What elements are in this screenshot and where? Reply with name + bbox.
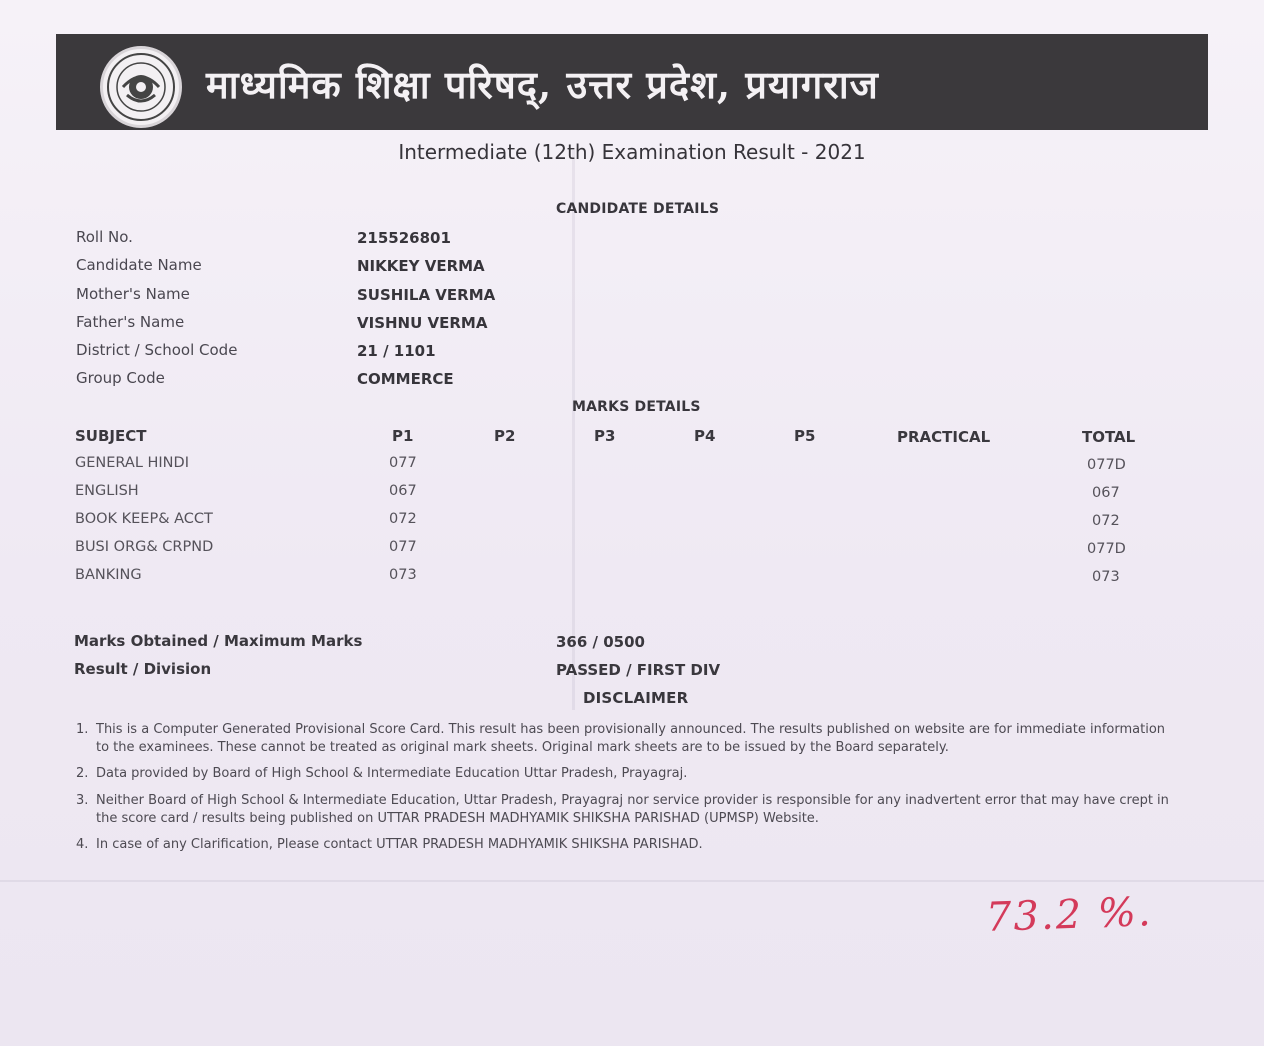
list-item bbox=[76, 836, 1180, 854]
subject-cell: ENGLISH bbox=[75, 483, 139, 499]
marks-obtained-value: 366 / 0500 bbox=[556, 633, 645, 651]
exam-title: Intermediate (12th) Examination Result - 2021 bbox=[398, 140, 866, 164]
father-name-value: VISHNU VERMA bbox=[357, 314, 488, 332]
district-school-code-value: 21 / 1101 bbox=[357, 342, 436, 360]
item-text: Data provided by Board of High School & Intermediate Education Uttar Pradesh, Prayagraj. bbox=[96, 766, 688, 781]
col-subject-header: SUBJECT bbox=[75, 427, 147, 445]
group-code-value: COMMERCE bbox=[357, 370, 454, 388]
subject-cell: BUSI ORG& CRPND bbox=[75, 539, 214, 555]
subject-cell: GENERAL HINDI bbox=[75, 455, 189, 471]
p1-cell: 072 bbox=[389, 511, 417, 527]
candidate-details-heading: CANDIDATE DETAILS bbox=[556, 201, 720, 217]
father-name-label: Father's Name bbox=[76, 313, 185, 331]
item-text: Neither Board of High School & Intermediate Education, Uttar Pradesh, Prayagraj nor service provider is responsible for any inadvertent error that may have crept in the score card / results being published on UTTAR PRADESH MADHYAMIK SHIKSHA PARISHAD (UPMSP) Website. bbox=[96, 793, 1169, 826]
item-number: 4. bbox=[76, 837, 89, 852]
list-item bbox=[76, 765, 1180, 783]
col-p1-header: P1 bbox=[392, 427, 414, 445]
roll-no-value: 215526801 bbox=[357, 229, 451, 247]
p1-cell: 067 bbox=[389, 483, 417, 499]
item-number: 2. bbox=[76, 766, 89, 781]
item-text: In case of any Clarification, Please contact UTTAR PRADESH MADHYAMIK SHIKSHA PARISHAD. bbox=[96, 837, 703, 852]
total-cell: 072 bbox=[1092, 513, 1120, 529]
marks-details-heading: MARKS DETAILS bbox=[572, 399, 701, 415]
handwritten-percentage-note: 73.2 %. bbox=[985, 889, 1154, 941]
item-number: 3. bbox=[76, 793, 89, 808]
total-cell: 067 bbox=[1092, 485, 1120, 501]
board-name-hindi: माध्यमिक शिक्षा परिषद्, उत्तर प्रदेश, प्रयागराज bbox=[206, 62, 879, 107]
total-cell: 077D bbox=[1087, 541, 1126, 557]
disclaimer-heading: DISCLAIMER bbox=[583, 689, 689, 707]
col-practical-header: PRACTICAL bbox=[897, 428, 991, 446]
candidate-name-label: Candidate Name bbox=[76, 256, 202, 274]
col-p2-header: P2 bbox=[494, 427, 516, 445]
group-code-label: Group Code bbox=[76, 369, 165, 387]
list-item bbox=[76, 792, 1180, 828]
upmsp-seal-icon bbox=[100, 46, 182, 128]
result-division-value: PASSED / FIRST DIV bbox=[556, 661, 721, 679]
p1-cell: 077 bbox=[389, 539, 417, 555]
roll-no-label: Roll No. bbox=[76, 228, 133, 246]
paper-fold-crease bbox=[572, 150, 575, 710]
item-number: 1. bbox=[76, 722, 89, 737]
col-total-header: TOTAL bbox=[1082, 428, 1136, 446]
total-cell: 077D bbox=[1087, 457, 1126, 473]
district-school-code-label: District / School Code bbox=[76, 341, 238, 359]
col-p3-header: P3 bbox=[594, 427, 616, 445]
item-text: This is a Computer Generated Provisional Score Card. This result has been provisionally announced. The results published on website are for immediate information to the examinees. These cannot be treated as original mark sheets. Original mark sheets are to be issued by the Board separately. bbox=[96, 722, 1166, 755]
p1-cell: 073 bbox=[389, 567, 417, 583]
mother-name-value: SUSHILA VERMA bbox=[357, 286, 496, 304]
result-division-label: Result / Division bbox=[74, 660, 212, 678]
subject-cell: BOOK KEEP& ACCT bbox=[75, 511, 213, 527]
col-p4-header: P4 bbox=[694, 427, 716, 445]
mother-name-label: Mother's Name bbox=[76, 285, 190, 303]
subject-cell: BANKING bbox=[75, 567, 142, 583]
total-cell: 073 bbox=[1092, 569, 1120, 585]
paper-fold-crease bbox=[0, 880, 1264, 882]
p1-cell: 077 bbox=[389, 455, 417, 471]
marks-obtained-label: Marks Obtained / Maximum Marks bbox=[74, 632, 363, 650]
list-item bbox=[76, 721, 1180, 757]
candidate-name-value: NIKKEY VERMA bbox=[357, 257, 485, 275]
col-p5-header: P5 bbox=[794, 427, 816, 445]
